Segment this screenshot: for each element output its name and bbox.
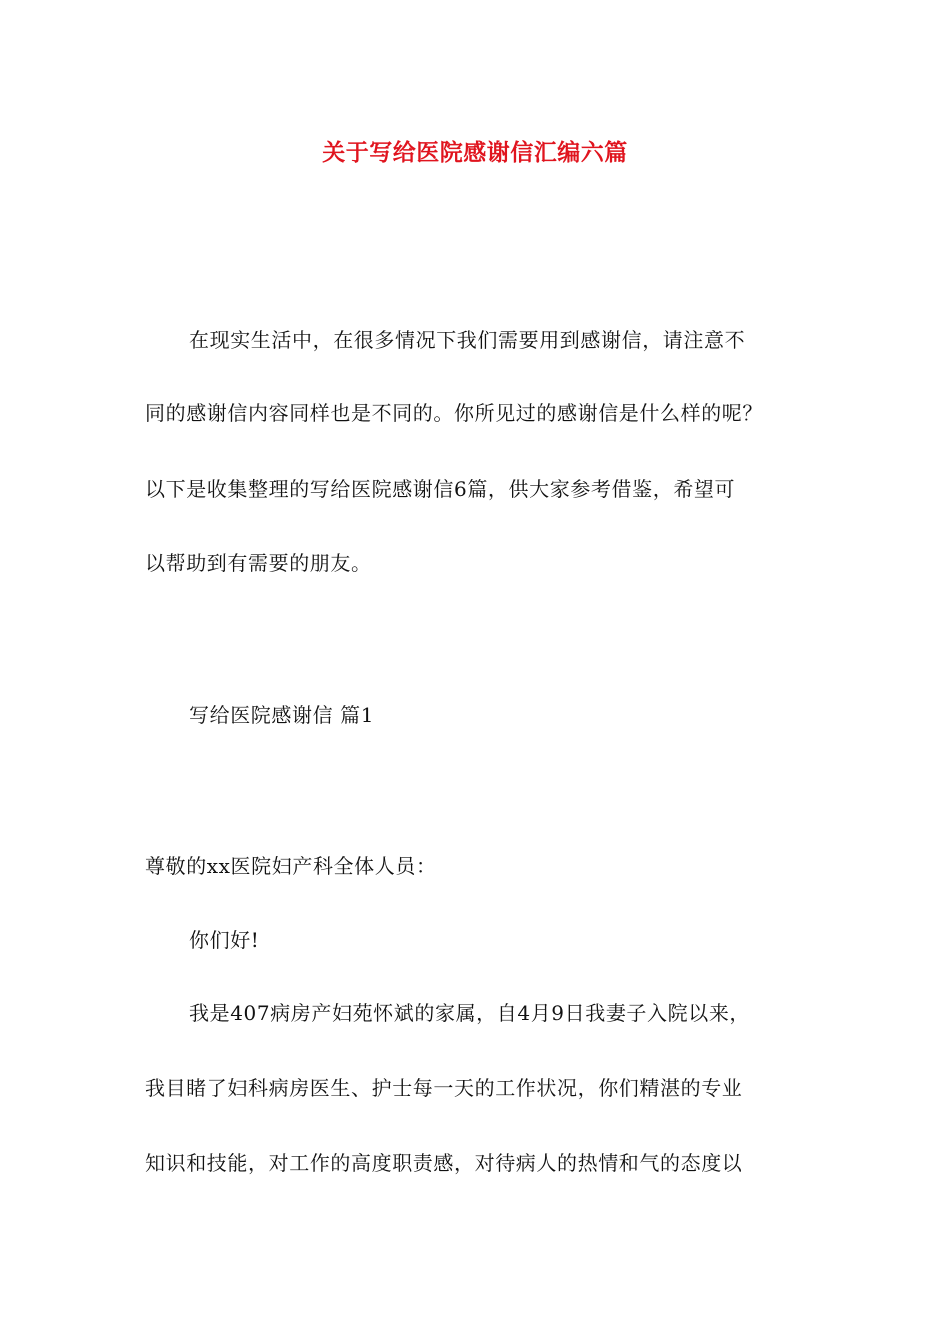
salutation: 尊敬的xx医院妇产科全体人员： xyxy=(145,854,437,878)
greeting: 你们好! xyxy=(189,928,260,952)
intro-line: 同的感谢信内容同样也是不同的。你所见过的感谢信是什么样的呢？ xyxy=(145,401,763,425)
body-line: 知识和技能，对工作的高度职责感，对待病人的热情和气的态度以 xyxy=(145,1151,743,1175)
body-line: 我是407病房产妇苑怀斌的家属，自4月9日我妻子入院以来， xyxy=(189,1001,751,1025)
body-line: 我目睹了妇科病房医生、护士每一天的工作状况，你们精湛的专业 xyxy=(145,1076,743,1100)
document-title: 关于写给医院感谢信汇编六篇 xyxy=(322,139,628,166)
section-heading: 写给医院感谢信 篇1 xyxy=(189,703,375,727)
intro-line: 在现实生活中，在很多情况下我们需要用到感谢信，请注意不 xyxy=(189,328,746,352)
intro-line: 以下是收集整理的写给医院感谢信6篇，供大家参考借鉴，希望可 xyxy=(145,477,736,501)
intro-line: 以帮助到有需要的朋友。 xyxy=(145,551,372,575)
